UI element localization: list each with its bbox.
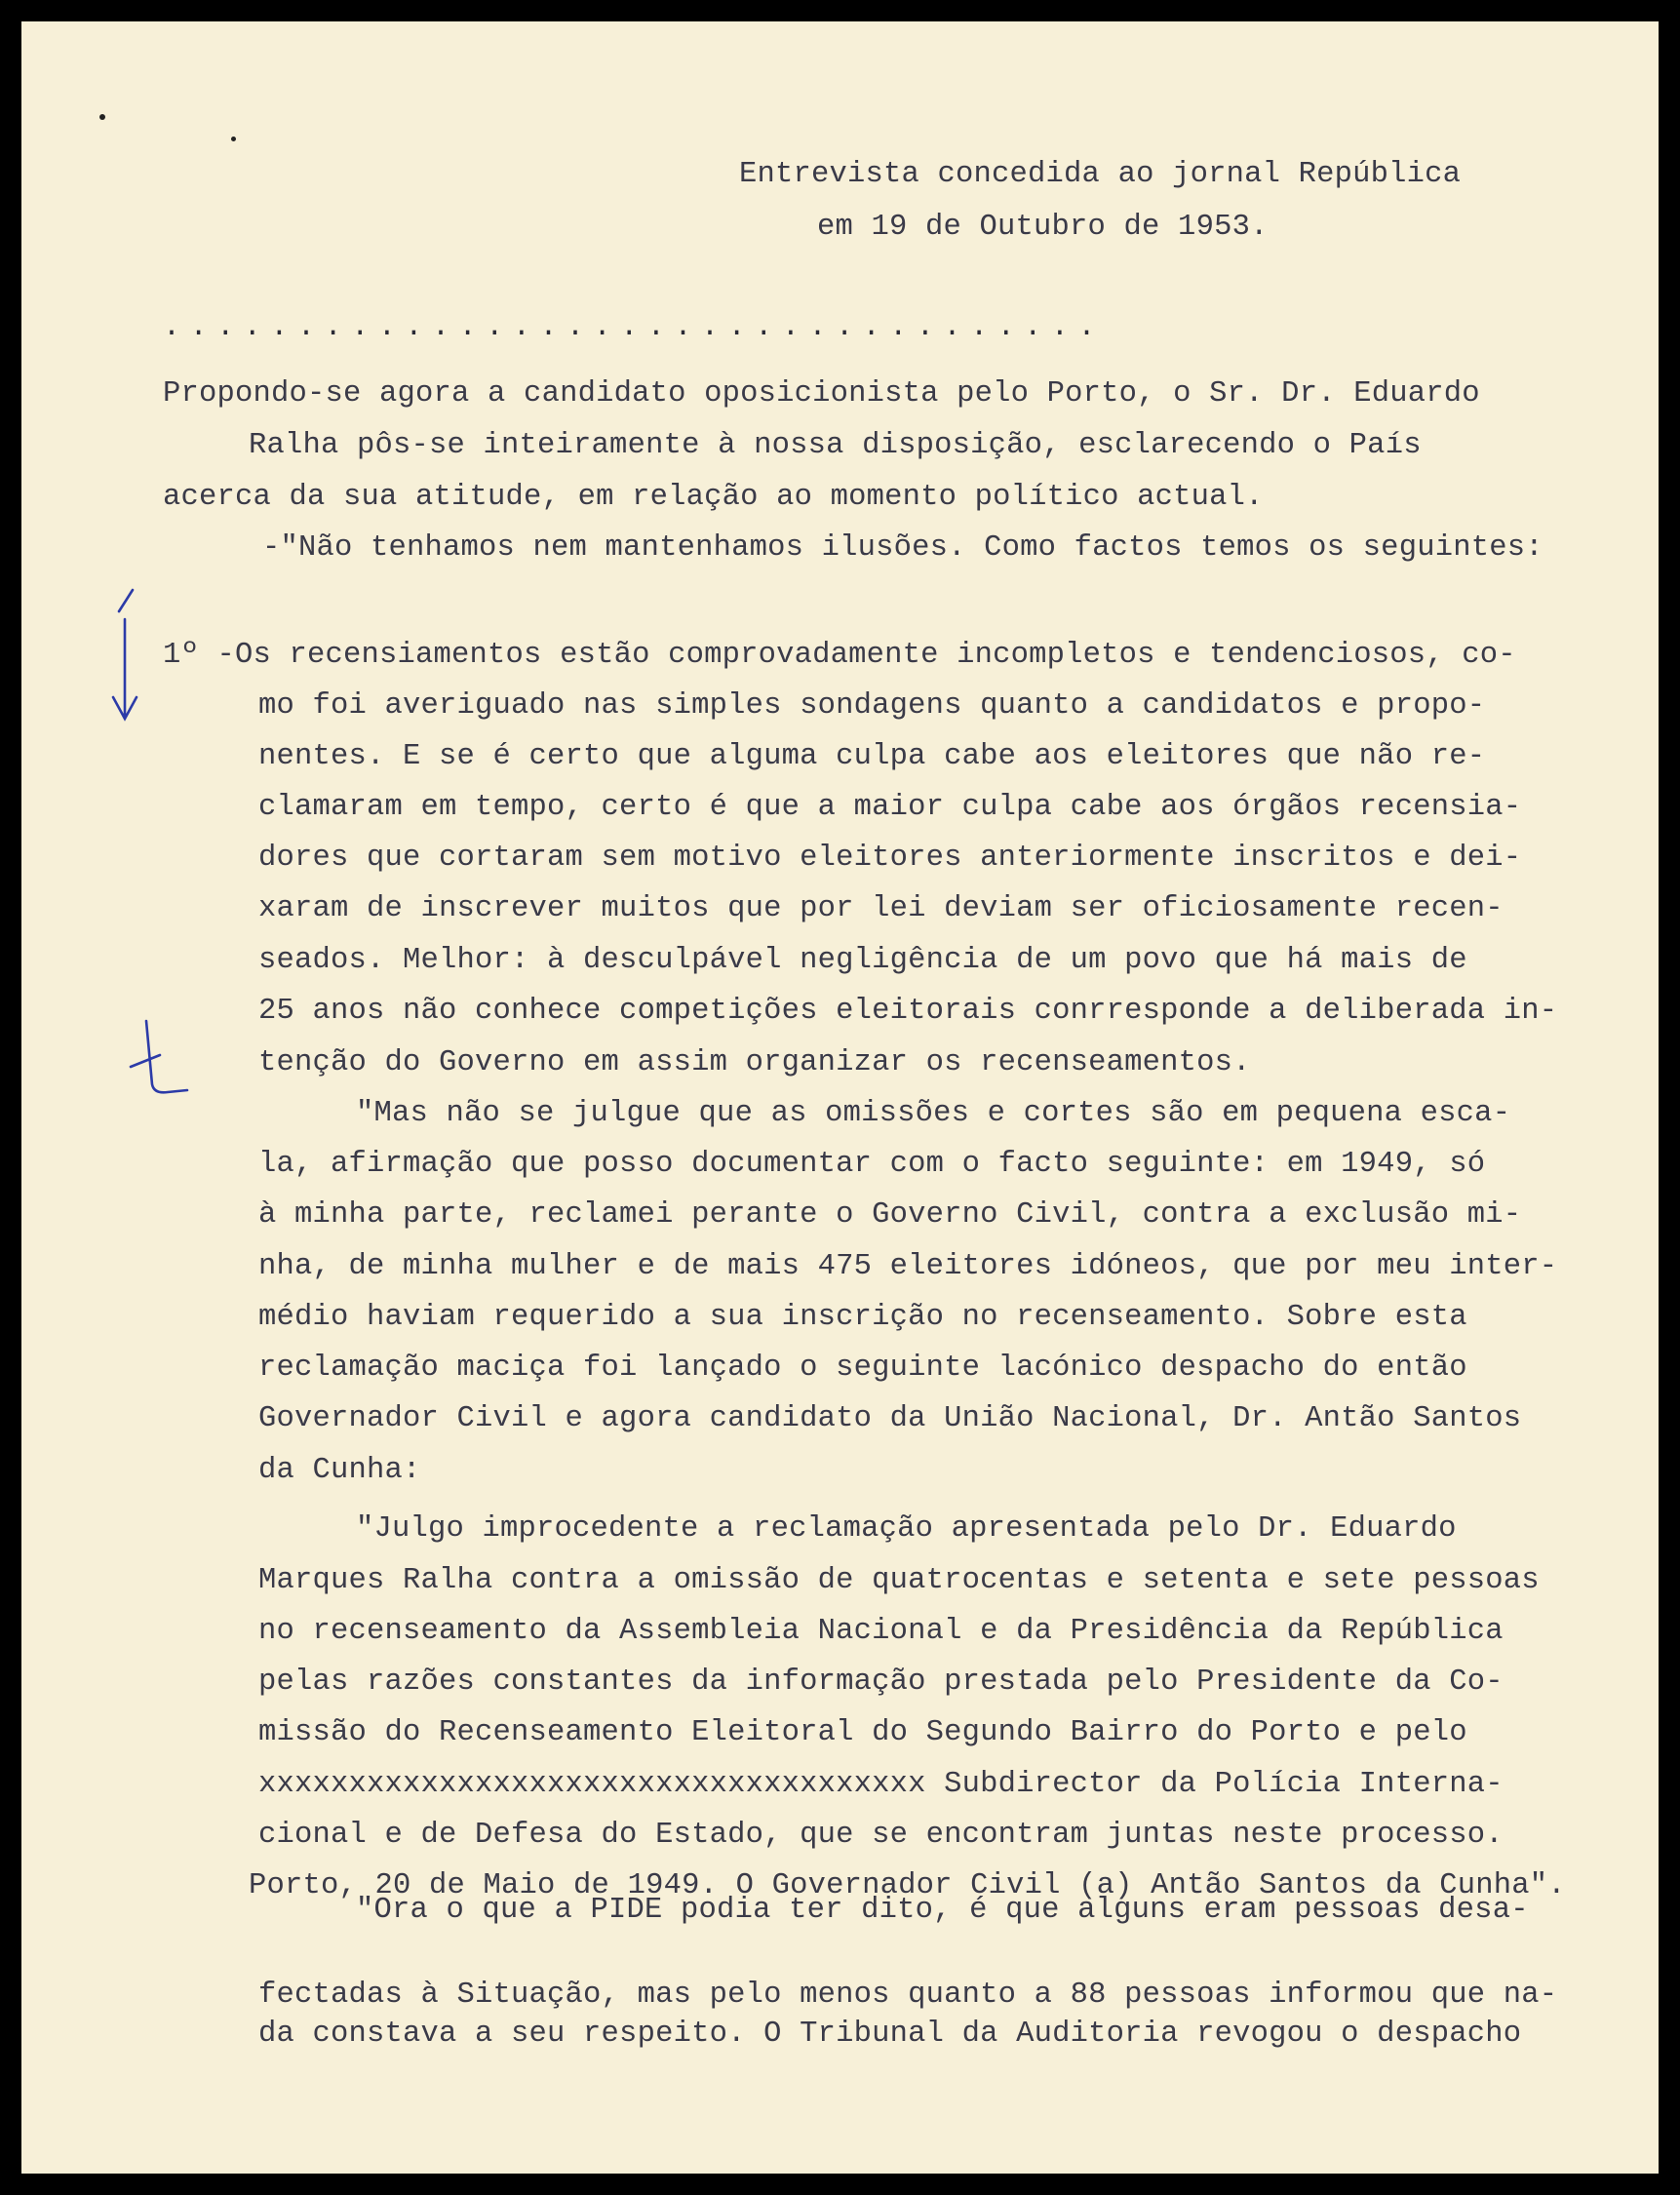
- body-line: 25 anos não conhece competições eleitorais conrresponde a deliberada in-: [258, 995, 1558, 1028]
- body-line: fectadas à Situação, mas pelo menos quanto a 88 pessoas informou que na-: [258, 1979, 1558, 2012]
- body-line: à minha parte, reclamei perante o Governo Civil, contra a exclusão mi-: [258, 1198, 1522, 1232]
- quote-line: cional e de Defesa do Estado, que se encontram juntas neste processo.: [258, 1819, 1504, 1852]
- quote-line: "Julgo improcedente a reclamação apresentada pelo Dr. Eduardo: [356, 1512, 1457, 1546]
- body-line: nentes. E se é certo que alguma culpa cabe aos eleitores que não re-: [258, 740, 1486, 773]
- quote-line: Marques Ralha contra a omissão de quatrocentas e setenta e sete pessoas: [258, 1564, 1540, 1597]
- speck: [231, 137, 236, 141]
- body-line: clamaram em tempo, certo é que a maior culpa cabe aos órgãos recensia-: [258, 791, 1522, 824]
- body-line: dores que cortaram sem motivo eleitores anteriormente inscritos e dei-: [258, 842, 1522, 875]
- header-title: Entrevista concedida ao jornal República: [739, 158, 1462, 191]
- body-line: nha, de minha mulher e de mais 475 eleitores idóneos, que por meu inter-: [258, 1250, 1558, 1283]
- separator-dots: ...................................: [163, 311, 1106, 344]
- body-line: da Cunha:: [258, 1454, 421, 1487]
- body-line: da constava a seu respeito. O Tribunal da Auditoria revogou o despacho: [258, 2018, 1522, 2051]
- body-line: Governador Civil e agora candidato da União Nacional, Dr. Antão Santos: [258, 1402, 1522, 1435]
- document-page: [21, 21, 1659, 2174]
- body-line: xaram de inscrever muitos que por lei deviam ser oficiosamente recen-: [258, 892, 1504, 925]
- header-date: em 19 de Outubro de 1953.: [817, 211, 1269, 244]
- body-line: la, afirmação que posso documentar com o facto seguinte: em 1949, só: [258, 1148, 1486, 1181]
- speck: [99, 114, 105, 120]
- body-line: "Ora o que a PIDE podia ter dito, é que alguns eram pessoas desa-: [356, 1894, 1529, 1927]
- body-line: reclamação maciça foi lançado o seguinte lacónico despacho do então: [258, 1352, 1467, 1385]
- body-line: médio haviam requerido a sua inscrição no recenseamento. Sobre esta: [258, 1301, 1467, 1334]
- body-line: -"Não tenhamos nem mantenhamos ilusões. Como factos temos os seguintes:: [262, 531, 1543, 565]
- quote-line: pelas razões constantes da informação prestada pelo Presidente da Co-: [258, 1666, 1504, 1699]
- quote-line: missão do Recenseamento Eleitoral do Segundo Bairro do Porto e pelo: [258, 1716, 1467, 1749]
- quote-line: Porto, 20 de Maio de 1949. O Governador Civil (a) Antão Santos da Cunha".: [249, 1869, 1566, 1902]
- struck-line: xxxxxxxxxxxxxxxxxxxxxxxxxxxxxxxxxxxxx Subdirector da Polícia Interna-: [258, 1768, 1504, 1801]
- body-line: Propondo-se agora a candidato oposicionista pelo Porto, o Sr. Dr. Eduardo: [163, 377, 1480, 411]
- body-line: "Mas não se julgue que as omissões e cortes são em pequena esca-: [356, 1097, 1511, 1130]
- body-line: 1º -Os recensiamentos estão comprovadamente incompletos e tendenciosos, co-: [163, 639, 1516, 672]
- body-line: tenção do Governo em assim organizar os recenseamentos.: [258, 1046, 1251, 1079]
- body-line: Ralha pôs-se inteiramente à nossa disposição, esclarecendo o País: [249, 429, 1422, 462]
- body-line: mo foi averiguado nas simples sondagens quanto a candidatos e propo-: [258, 689, 1486, 723]
- margin-arrow-mark: [99, 582, 158, 728]
- body-line: seados. Melhor: à desculpável negligência de um povo que há mais de: [258, 944, 1467, 977]
- quote-line: no recenseamento da Assembleia Nacional e da Presidência da República: [258, 1615, 1504, 1648]
- margin-letter-mark: [117, 1016, 195, 1114]
- body-line: acerca da sua atitude, em relação ao momento político actual.: [163, 481, 1264, 514]
